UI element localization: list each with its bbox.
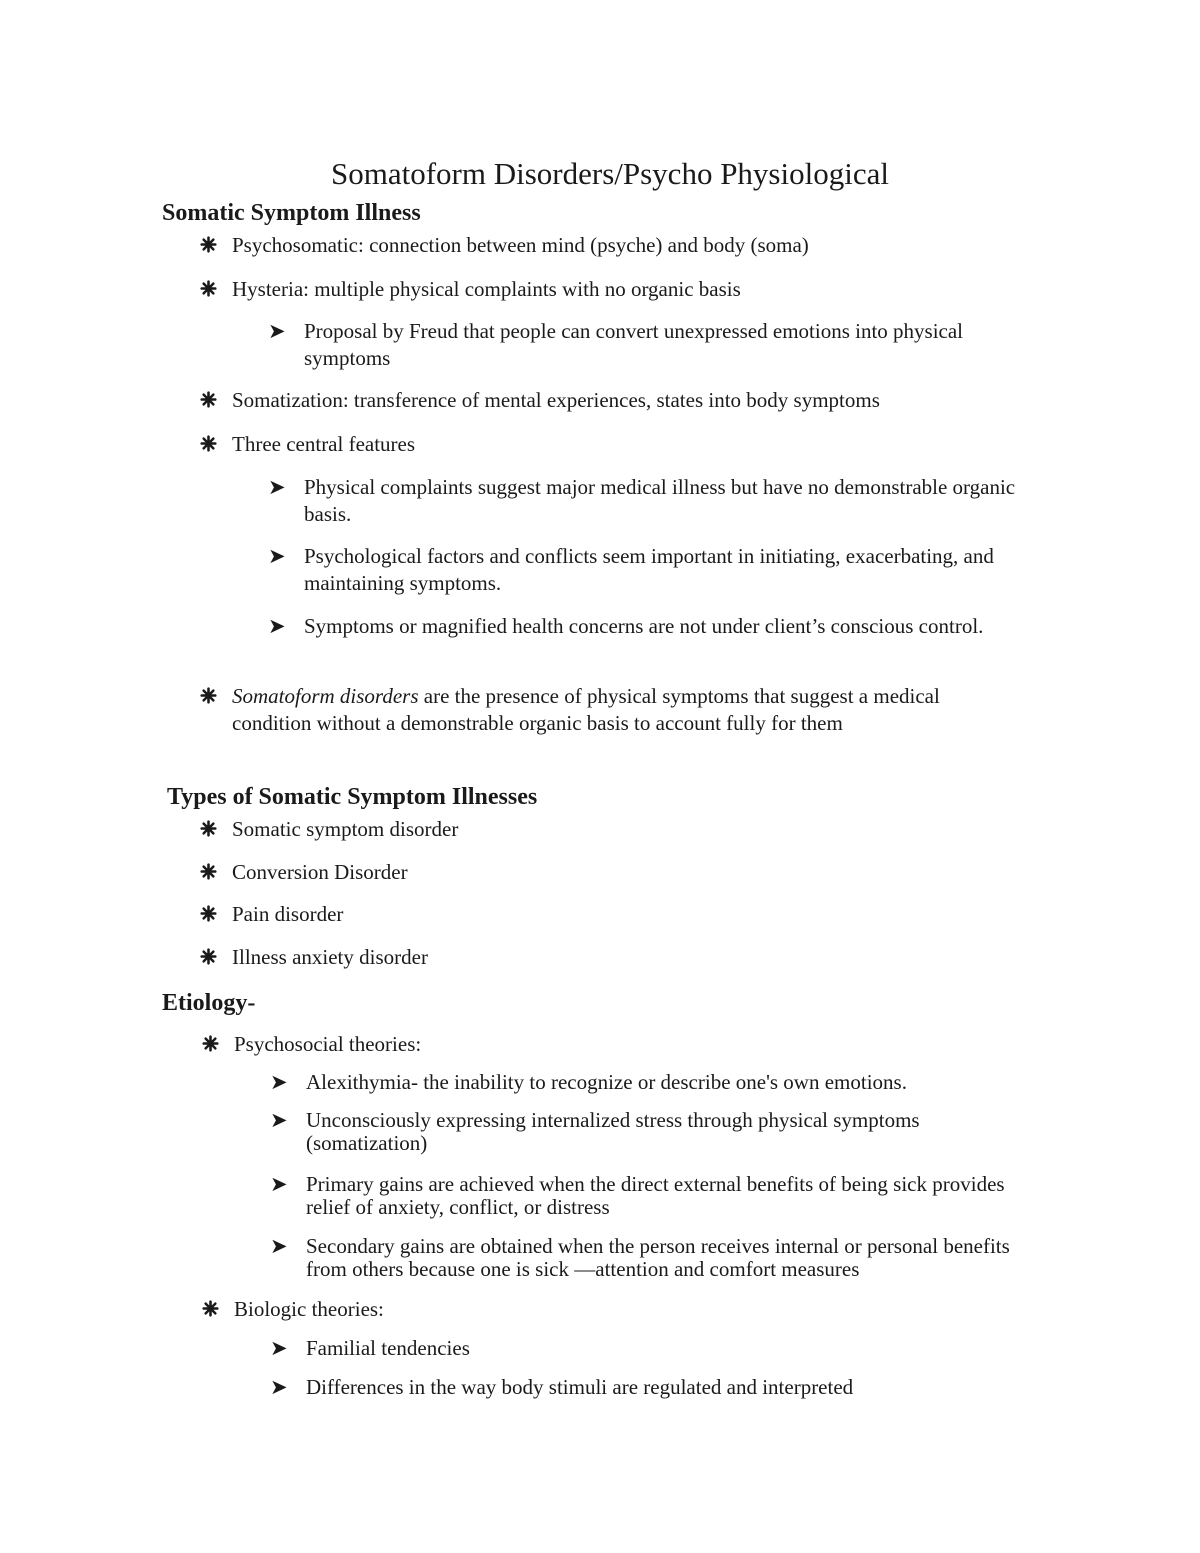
list-item: Conversion Disorder <box>232 859 1052 886</box>
list-item: ➤ Familial tendencies <box>270 1336 470 1360</box>
list-item: Three central features <box>232 431 1052 458</box>
list-item: ➤ Psychological factors and conflicts seem important in initiating, exacerbating, and maintaining symptoms. <box>268 544 994 595</box>
list-item: Somatoform disorders are the presence of physical symptoms that suggest a medical condition without a demonstrable organic basis to account fully for them <box>232 683 962 737</box>
star-bullet-icon <box>200 859 220 888</box>
arrowhead-bullet-icon: ➤ <box>270 1375 288 1399</box>
list-item: ➤ Symptoms or magnified health concerns are not under client’s conscious control. <box>268 614 984 638</box>
list-item: ➤ Unconsciously expressing internalized stress through physical symptoms (somatization) <box>270 1108 920 1155</box>
list-item: ➤ Physical complaints suggest major medical illness but have no demonstrable organic basis. <box>268 475 1016 526</box>
section-heading-types: Types of Somatic Symptom Illnesses <box>167 784 538 810</box>
list-item: Biologic theories: <box>234 1296 1054 1323</box>
section-heading-somatic-symptom-illness: Somatic Symptom Illness <box>162 200 421 226</box>
list-item: Somatization: transference of mental experiences, states into body symptoms <box>232 387 1052 414</box>
list-item: ➤ Differences in the way body stimuli are regulated and interpreted <box>270 1375 854 1399</box>
list-item: ➤ Secondary gains are obtained when the person receives internal or personal benefits from others because one is sick —attention and comfort measures <box>270 1234 1010 1281</box>
arrowhead-bullet-icon: ➤ <box>270 1234 288 1258</box>
star-bullet-icon <box>202 1031 222 1060</box>
list-item: Psychosocial theories: <box>234 1031 1054 1058</box>
list-item: Psychosomatic: connection between mind (psyche) and body (soma) <box>232 232 1052 259</box>
list-item: Somatic symptom disorder <box>232 816 1052 843</box>
arrowhead-bullet-icon: ➤ <box>268 614 286 638</box>
list-item: Hysteria: multiple physical complaints with no organic basis <box>232 276 1052 303</box>
page-title: Somatoform Disorders/Psycho Physiological <box>331 156 889 191</box>
list-item: ➤ Primary gains are achieved when the direct external benefits of being sick provides relief of anxiety, conflict, or distress <box>270 1172 1005 1219</box>
arrowhead-bullet-icon: ➤ <box>268 319 286 343</box>
star-bullet-icon <box>200 232 220 261</box>
arrowhead-bullet-icon: ➤ <box>270 1336 288 1360</box>
arrowhead-bullet-icon: ➤ <box>270 1108 288 1132</box>
star-bullet-icon <box>200 901 220 930</box>
star-bullet-icon <box>200 683 220 712</box>
star-bullet-icon <box>200 816 220 845</box>
list-item: ➤ Alexithymia- the inability to recognize or describe one's own emotions. <box>270 1070 907 1094</box>
list-item: Pain disorder <box>232 901 1052 928</box>
list-item: Illness anxiety disorder <box>232 944 1052 971</box>
section-heading-etiology: Etiology- <box>162 990 256 1016</box>
star-bullet-icon <box>200 387 220 416</box>
arrowhead-bullet-icon: ➤ <box>268 544 286 568</box>
arrowhead-bullet-icon: ➤ <box>270 1070 288 1094</box>
list-item: ➤ Proposal by Freud that people can convert unexpressed emotions into physical symptoms <box>268 319 964 370</box>
star-bullet-icon <box>202 1296 222 1325</box>
arrowhead-bullet-icon: ➤ <box>270 1172 288 1196</box>
star-bullet-icon <box>200 276 220 305</box>
star-bullet-icon <box>200 944 220 973</box>
arrowhead-bullet-icon: ➤ <box>268 475 286 499</box>
star-bullet-icon <box>200 431 220 460</box>
